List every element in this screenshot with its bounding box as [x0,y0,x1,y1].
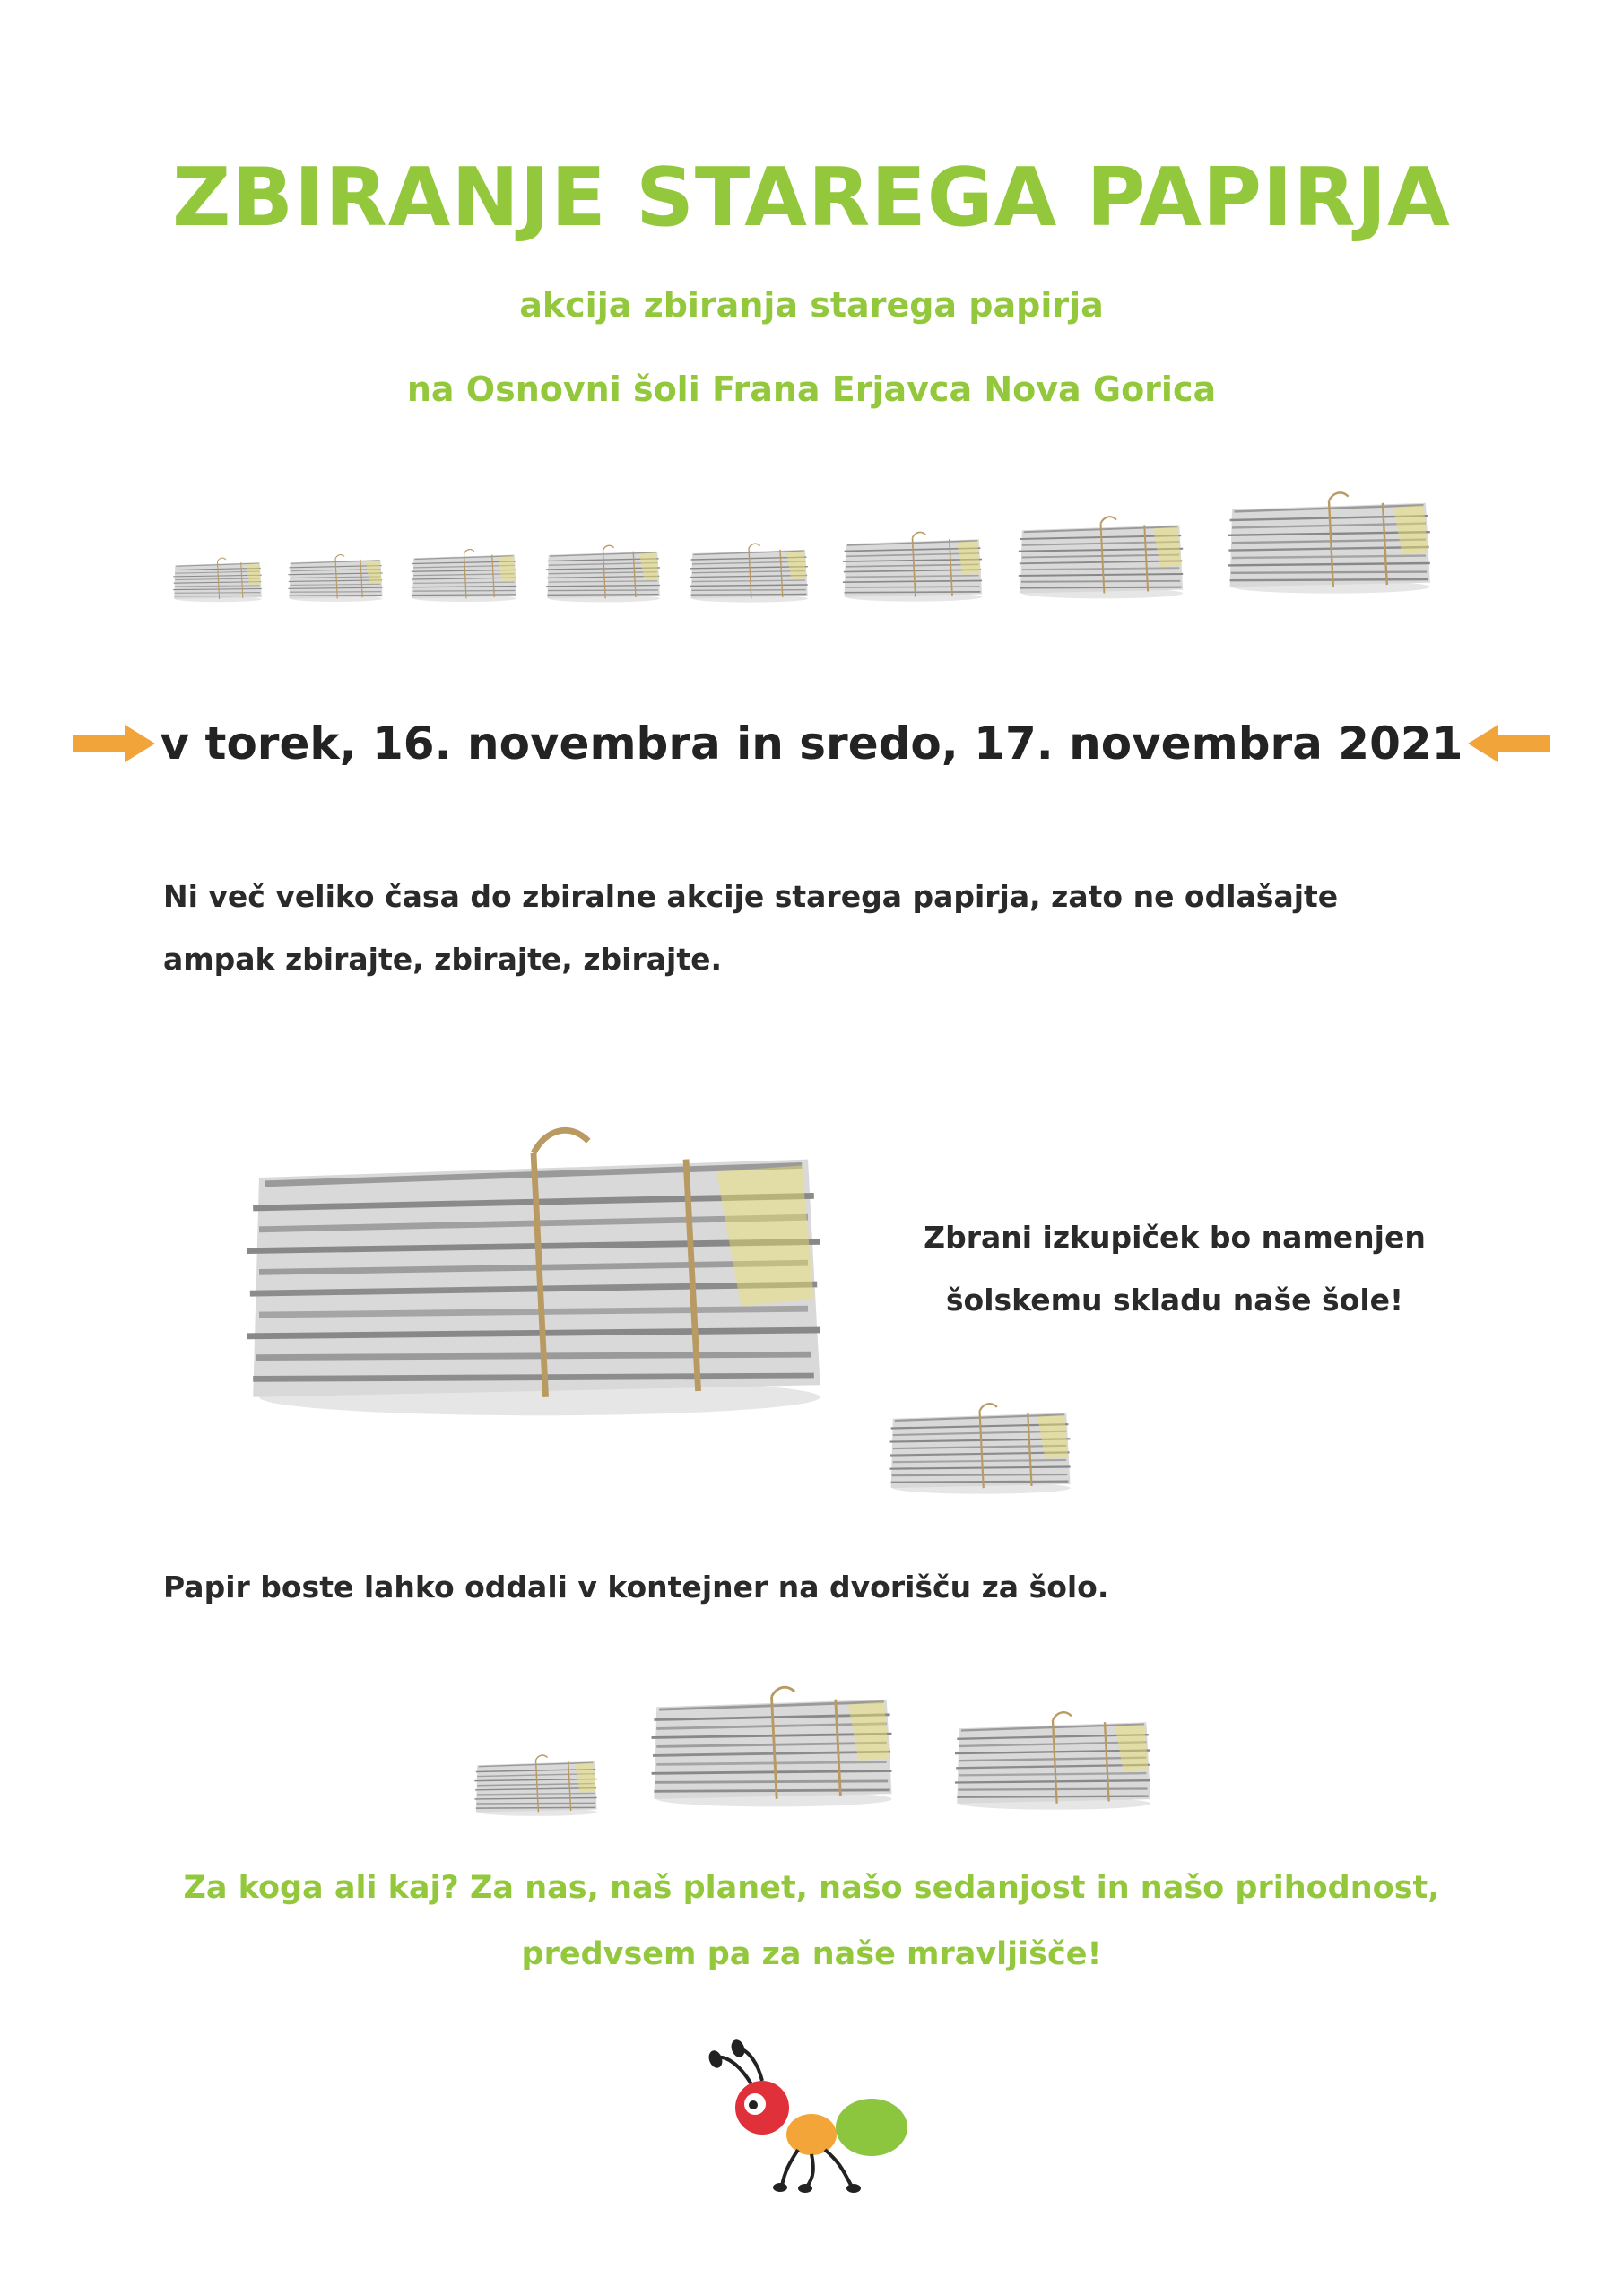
ant-logo-icon [699,2029,915,2195]
proceeds-note: Zbrani izkupiček bo namenjen šolskemu skladu naše šole! [924,1220,1426,1318]
arrow-left-icon [1468,721,1550,766]
newspaper-stack-icon [408,545,520,604]
newspaper-stack-icon [229,1117,838,1422]
newspaper-stack-icon [542,542,664,604]
intro-paragraph: Ni več veliko časa do zbiralne akcije starega papirja, zato ne odlašajte ampak zbirajte, zbirajte, zbirajte. [163,879,1339,977]
event-dates: v torek, 16. novembra in sredo, 17. novembra 2021 [160,718,1463,770]
newspaper-stack-icon [686,540,812,604]
newspaper-stack-icon [644,1677,899,1813]
dropoff-paragraph: Papir boste lahko oddali v kontejner na dvorišču za šolo. [163,1570,1109,1605]
newspaper-stack-icon [1221,484,1436,599]
newspaper-stack-icon [1013,509,1188,604]
subtitle-school: na Osnovni šoli Frana Erjavca Nova Gorica [406,370,1217,409]
newspaper-stack-icon [838,527,986,604]
closing-line-1: Za koga ali kaj? Za nas, naš planet, našo sedanjost in našo prihodnost, [183,1870,1440,1906]
newspaper-stack-icon [883,1397,1076,1498]
subtitle-campaign: akcija zbiranja starega papirja [519,285,1104,325]
newspaper-stack-icon [471,1749,601,1821]
arrow-right-icon [73,721,155,766]
closing-message [0,1855,1623,1987]
poster-title: ZBIRANJE STAREGA PAPIRJA [172,151,1451,245]
newspaper-stack-icon [170,554,265,604]
closing-line-2: predvsem pa za naše mravljišče! [521,1936,1102,1972]
newspaper-stack-icon [949,1704,1157,1815]
newspaper-stack-icon [285,551,386,604]
date-banner [0,718,1623,789]
